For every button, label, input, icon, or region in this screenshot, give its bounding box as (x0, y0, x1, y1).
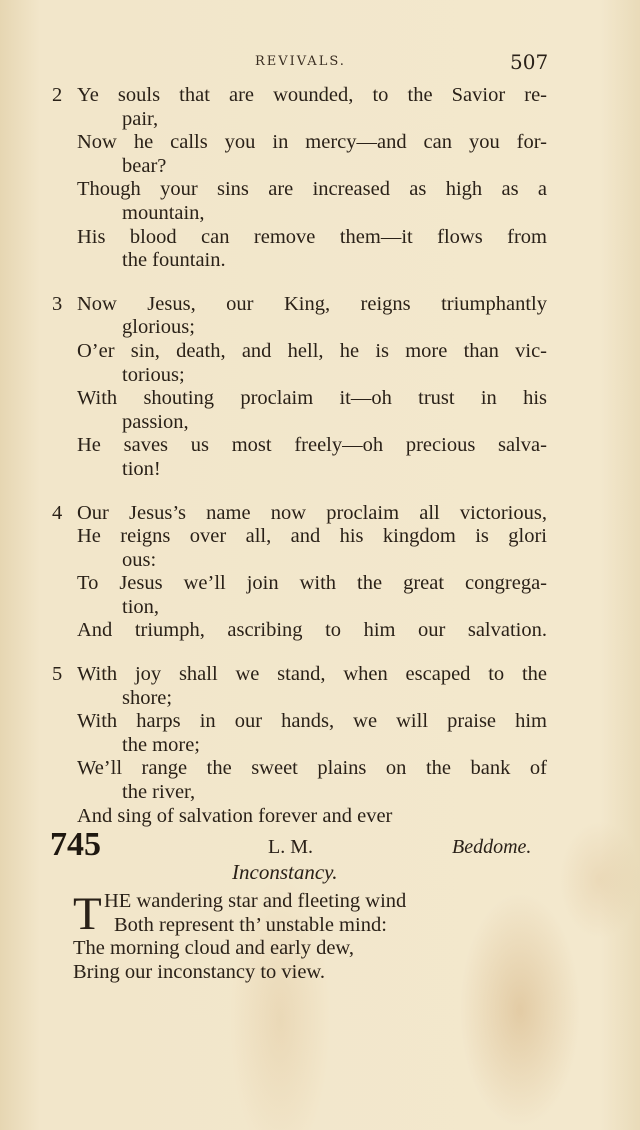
hymn-number: 745 (50, 826, 101, 863)
drop-cap: T (73, 888, 102, 940)
verse-line: bear? (122, 154, 167, 177)
stanza-number: 2 (52, 84, 63, 106)
verse-line: To Jesus we’ll join with the great congrega- (77, 572, 547, 595)
verse-line: We’ll range the sweet plains on the bank of (77, 757, 547, 780)
verse-line: mountain, (122, 201, 205, 224)
verse-line: the more; (122, 733, 200, 756)
verse-line: And triumph, ascribing to him our salvation. (77, 619, 547, 642)
verse-line: the fountain. (122, 249, 226, 272)
hymn-744-body (0, 84, 640, 848)
verse-line: the river, (122, 781, 196, 804)
hymn-meter: L. M. (268, 836, 313, 858)
running-head: REVIVALS. (255, 54, 346, 69)
verse-line: With harps in our hands, we will praise him (77, 710, 547, 733)
verse-line: torious; (122, 363, 185, 386)
verse-line: tion, (122, 595, 160, 618)
hymn-title: Inconstancy. (232, 860, 338, 884)
page-header (0, 50, 640, 78)
verse-line: shore; (122, 686, 173, 709)
verse-line: passion, (122, 410, 189, 433)
verse-line: Now Jesus, our King, reigns triumphantly (77, 292, 547, 315)
hymn-745-verse (0, 890, 640, 984)
verse-line: Bring our inconstancy to view. (73, 960, 326, 983)
stanza-number: 3 (52, 292, 63, 315)
verse-line: tion! (122, 457, 161, 480)
verse-line: ous: (122, 548, 157, 571)
verse-line: And sing of salvation forever and ever (77, 804, 393, 827)
verse-line: He saves us most freely—oh precious salva- (77, 434, 547, 457)
verse-line: pair, (122, 107, 159, 130)
verse-line: With shouting proclaim it—oh trust in his (77, 387, 547, 410)
hymn-author: Beddome. (452, 836, 532, 858)
stanza-number: 4 (52, 501, 63, 524)
verse-line: Both represent th’ unstable mind: (114, 913, 387, 936)
stanza-number: 5 (52, 663, 63, 686)
verse-line: O’er sin, death, and hell, he is more than vic- (77, 339, 547, 362)
verse-line: Though your sins are increased as high as a (77, 178, 547, 201)
verse-line: Our Jesus’s name now proclaim all victorious, (77, 501, 547, 524)
verse-line: Ye souls that are wounded, to the Savior re- (77, 84, 547, 106)
verse-line: Now he calls you in mercy—and can you for- (77, 131, 547, 154)
verse-line: The morning cloud and early dew, (73, 937, 355, 960)
verse-line: He reigns over all, and his kingdom is glori (77, 525, 547, 548)
stanza-4 (0, 502, 640, 644)
verse-line: HE wandering star and fleeting wind (104, 890, 407, 912)
verse-line: His blood can remove them—it flows from (77, 225, 547, 248)
verse-line: With joy shall we stand, when escaped to the (77, 663, 547, 686)
stanza-2 (0, 84, 640, 273)
verse-line: glorious; (122, 316, 195, 339)
page-number: 507 (510, 50, 549, 74)
stanza-5 (0, 663, 640, 828)
stanza-3 (0, 293, 640, 482)
